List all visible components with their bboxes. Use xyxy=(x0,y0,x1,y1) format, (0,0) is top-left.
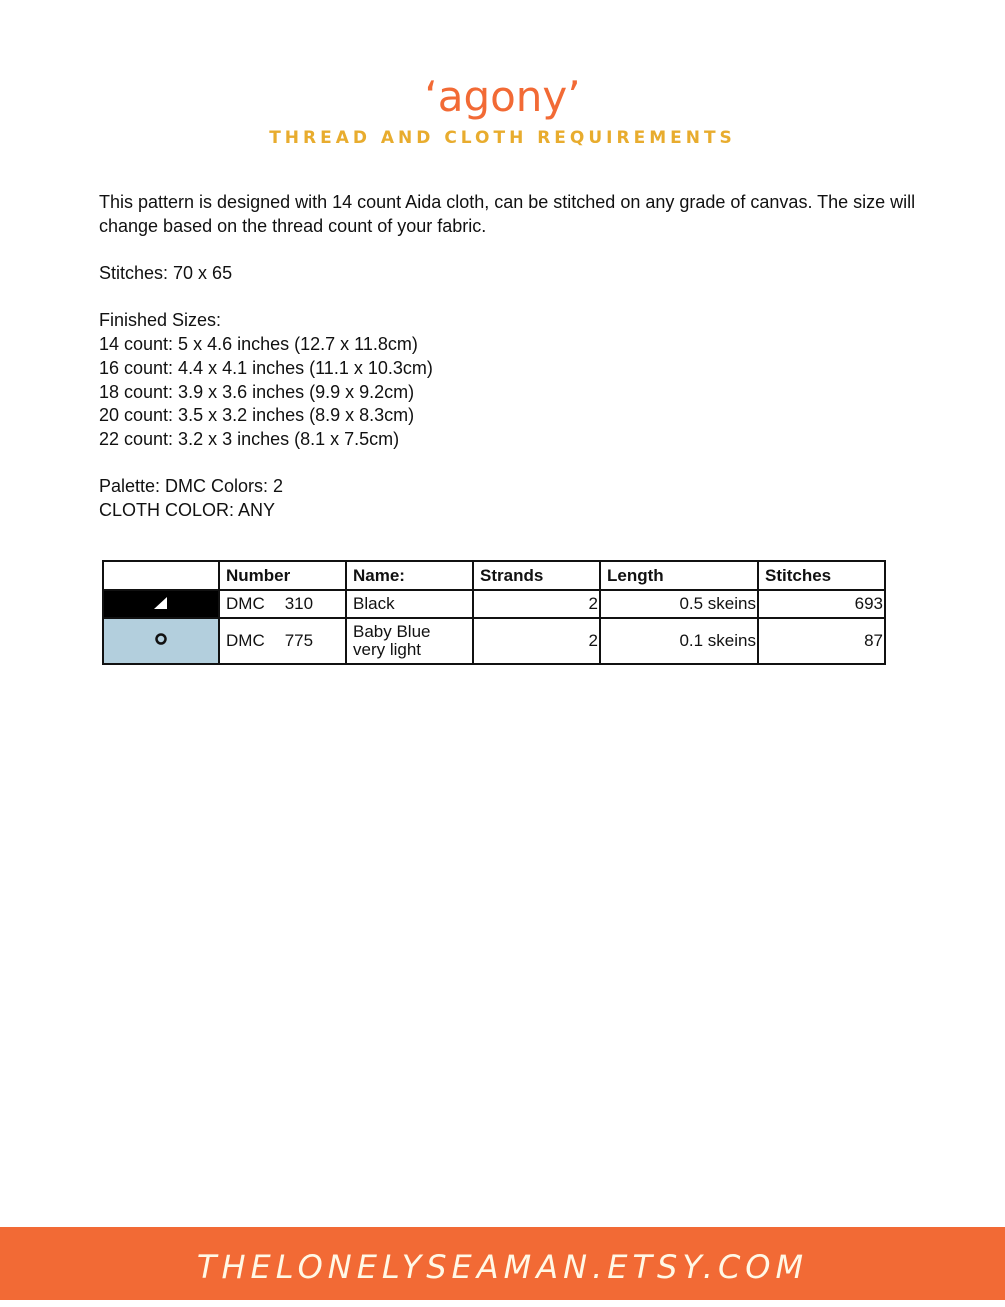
header-stitches: Stitches xyxy=(758,561,885,590)
size-item: 22 count: 3.2 x 3 inches (8.1 x 7.5cm) xyxy=(99,429,400,449)
table-row xyxy=(103,618,885,664)
pattern-title: ‘agony’ xyxy=(424,72,581,121)
thread-number xyxy=(219,590,346,618)
color-swatch xyxy=(103,590,219,618)
shop-url: THELONELYSEAMAN.ETSY.COM xyxy=(196,1248,809,1286)
thread-strands: 2 xyxy=(473,618,600,664)
page-subtitle: THREAD AND CLOTH REQUIREMENTS xyxy=(269,128,736,148)
header-symbol xyxy=(103,561,219,590)
thread-number xyxy=(219,618,346,664)
thread-code: 775 xyxy=(284,631,314,650)
size-item: 18 count: 3.9 x 3.6 inches (9.9 x 9.2cm) xyxy=(99,381,415,402)
thread-stitches: 693 xyxy=(758,590,885,618)
size-item: 20 count: 3.5 x 3.2 inches (8.9 x 8.3cm) xyxy=(99,405,415,426)
thread-table xyxy=(102,560,886,665)
header-name: Name: xyxy=(346,561,473,590)
intro-text: This pattern is designed with 14 count Aida cloth, can be stitched on any grade of canvas. The size will change based on the thread count of your fabric. xyxy=(99,192,916,236)
thread-stitches: 87 xyxy=(758,618,885,664)
header-number: Number xyxy=(219,561,346,590)
thread-length: 0.5 skeins xyxy=(600,590,758,618)
stitch-count: Stitches: 70 x 65 xyxy=(99,263,233,284)
color-swatch xyxy=(103,618,219,664)
thread-name: Baby Blue very light xyxy=(346,618,473,664)
thread-name: Black xyxy=(346,590,473,618)
size-item: 14 count: 5 x 4.6 inches (12.7 x 11.8cm) xyxy=(99,334,418,355)
finished-sizes-label: Finished Sizes: xyxy=(99,310,222,331)
pattern-info xyxy=(99,191,919,523)
circle-symbol-icon xyxy=(154,632,168,646)
table-header-row xyxy=(103,561,885,590)
palette-info: Palette: DMC Colors: 2 xyxy=(99,476,284,497)
cloth-color: CLOTH COLOR: ANY xyxy=(99,500,276,521)
thread-code: 310 xyxy=(284,594,314,613)
thread-strands: 2 xyxy=(473,590,600,618)
footer-banner xyxy=(0,1227,1005,1300)
size-item: 16 count: 4.4 x 4.1 inches (11.1 x 10.3cm) xyxy=(99,357,433,378)
triangle-symbol-icon xyxy=(154,597,168,609)
header-length: Length xyxy=(600,561,758,590)
thread-brand: DMC xyxy=(226,594,265,613)
thread-brand: DMC xyxy=(226,631,265,650)
thread-length: 0.1 skeins xyxy=(600,618,758,664)
table-row xyxy=(103,590,885,618)
header-strands: Strands xyxy=(473,561,600,590)
